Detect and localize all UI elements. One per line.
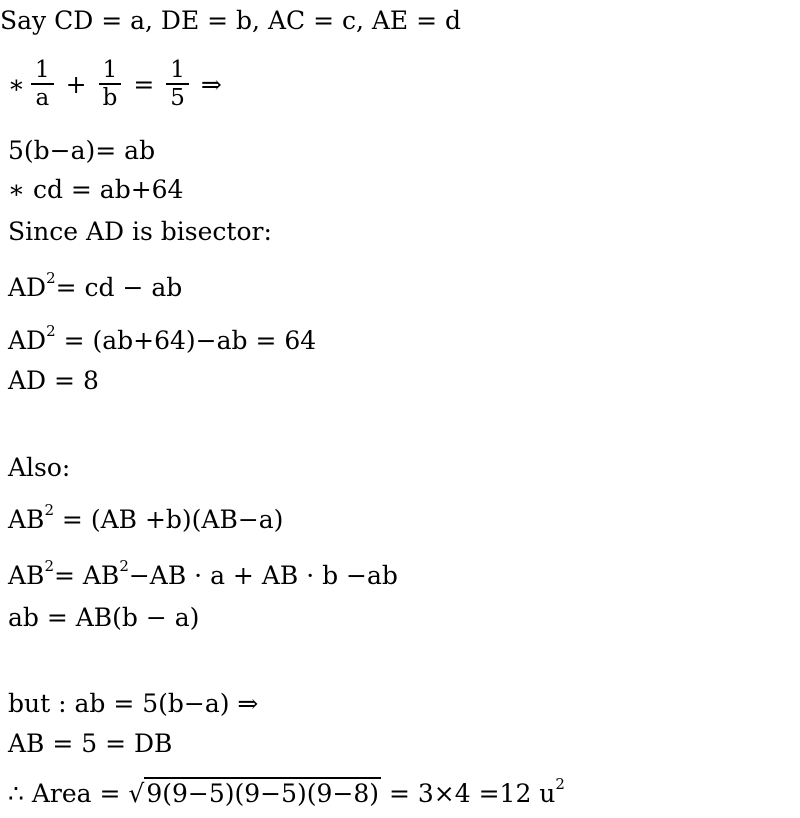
exponent: 2 — [119, 556, 129, 575]
denominator: b — [102, 84, 118, 111]
ab-term: AB — [8, 505, 45, 534]
ab-term: AB — [8, 561, 45, 590]
numerator: 1 — [35, 57, 50, 84]
exponent: 2 — [46, 268, 56, 287]
area-result: = 3×4 =12 u — [381, 779, 556, 808]
line-ad-value: AD = 8 — [8, 366, 99, 395]
expression: −AB · a + AB · b −ab — [128, 561, 398, 590]
fraction-1-over-b — [99, 57, 122, 111]
line-relation-ab: 5(b−a)= ab — [8, 136, 156, 165]
line-bisector-statement: Since AD is bisector: — [8, 217, 272, 246]
expression: = cd − ab — [55, 273, 183, 302]
equals-sign: = — [133, 69, 155, 99]
line-ab-squared-expansion — [8, 556, 398, 591]
implies-sign: ⇒ — [200, 69, 222, 99]
line-ad-squared-formula — [8, 268, 183, 303]
bullet-star: ∗ — [8, 69, 25, 99]
radical-sign-icon: √ — [128, 779, 145, 808]
line-cd-equation: ∗ cd = ab+64 — [8, 175, 184, 204]
line-definitions: Say CD = a, DE = b, AC = c, AE = d — [0, 6, 462, 35]
line-ab-value: AB = 5 = DB — [8, 729, 173, 758]
exponent: 2 — [44, 556, 54, 575]
ad-term: AD — [8, 326, 47, 355]
numerator: 1 — [102, 57, 118, 84]
exponent: 2 — [44, 500, 54, 519]
line-ad-squared-value — [8, 321, 317, 356]
line-ab-factored: ab = AB(b − a) — [8, 603, 200, 632]
line-ab-squared-product — [8, 500, 284, 535]
numerator: 1 — [170, 57, 185, 84]
line-but-substitution: but : ab = 5(b−a) ⇒ — [8, 689, 259, 718]
line-also: Also: — [8, 453, 71, 482]
exponent: 2 — [46, 321, 56, 340]
radicand: 9(9−5)(9−5)(9−8) — [146, 779, 380, 808]
line-area-result — [8, 774, 565, 809]
denominator: 5 — [170, 84, 185, 111]
expression: = (AB +b)(AB−a) — [53, 505, 284, 534]
exponent: 2 — [555, 774, 565, 793]
fraction-1-over-5 — [166, 57, 189, 111]
plus-sign: + — [65, 69, 87, 99]
fraction-1-over-a — [31, 57, 54, 111]
ad-term: AD — [8, 273, 47, 302]
area-prefix: ∴ Area = — [8, 779, 129, 808]
expression: = AB — [53, 561, 120, 590]
expression: = (ab+64)−ab = 64 — [55, 326, 317, 355]
denominator: a — [35, 84, 50, 111]
square-root — [128, 779, 381, 809]
line-reciprocal-equation — [8, 44, 228, 124]
